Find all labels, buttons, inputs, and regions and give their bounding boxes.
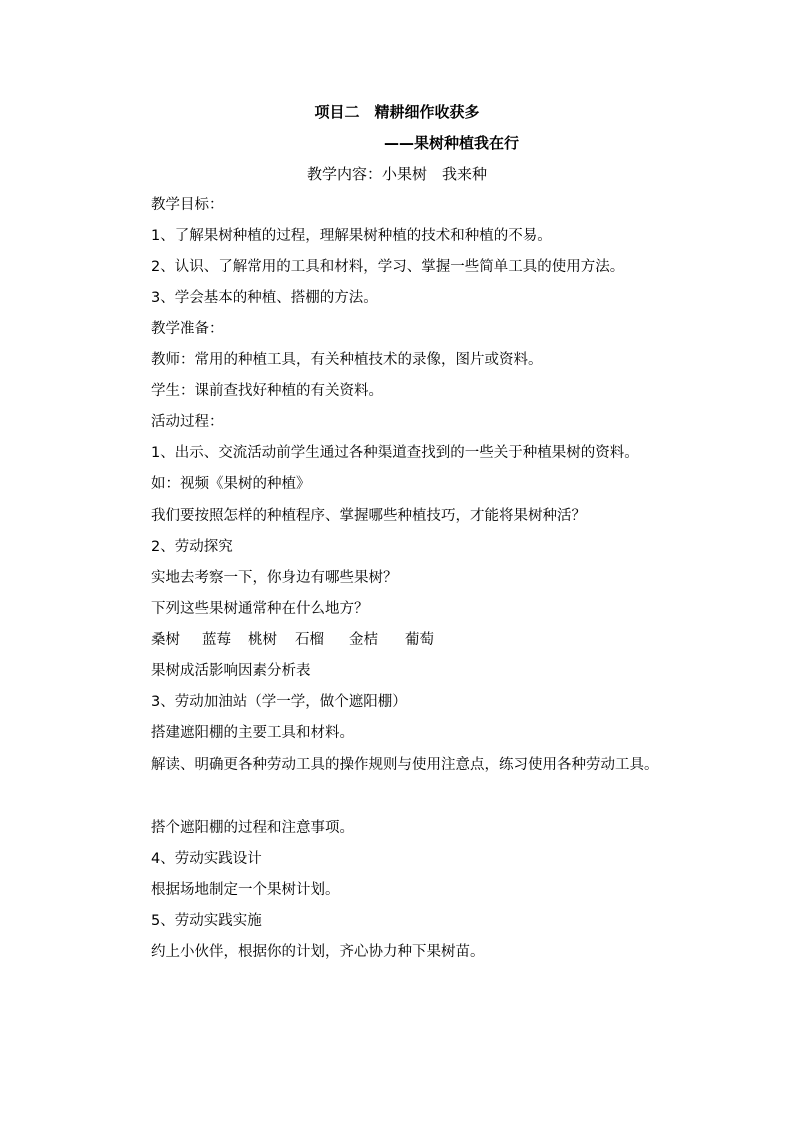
text-line: 下列这些果树通常种在什么地方？	[151, 601, 369, 617]
text-line: 根据场地制定一个果树计划。	[151, 882, 340, 898]
fruit-item: 桑树	[151, 632, 180, 648]
text-line: 3、学会基本的种植、搭棚的方法。	[151, 290, 378, 306]
text-line: 搭建遮阳棚的主要工具和材料。	[151, 725, 354, 741]
fruit-item: 桃树	[248, 632, 277, 648]
text-line: 4、劳动实践设计	[151, 851, 262, 867]
fruit-list	[151, 630, 434, 650]
text-line: 1、出示、交流活动前学生通过各种渠道查找到的一些关于种植果树的资料。	[151, 445, 639, 461]
fruit-item: 蓝莓	[202, 632, 231, 648]
text-paragraph: 解读、明确更各种劳动工具的操作规则与使用注意点，练习使用各种劳动工具。	[151, 757, 659, 773]
text-line: 活动过程：	[151, 414, 224, 430]
doc-subtitle: ——果树种植我在行	[384, 134, 520, 152]
fruit-item: 石榴	[295, 632, 324, 648]
text-line: 教师：常用的种植工具，有关种植技术的录像，图片或资料。	[151, 352, 543, 368]
text-line: 1、了解果树种植的过程，理解果树种植的技术和种植的不易。	[151, 228, 552, 244]
text-line: 实地去考察一下，你身边有哪些果树？	[151, 570, 398, 586]
fruit-item: 金桔	[349, 632, 378, 648]
text-line: 2、劳动探究	[151, 539, 233, 555]
text-line: 教学准备：	[151, 321, 224, 337]
text-line: 果树成活影响因素分析表	[151, 663, 311, 679]
text-line: 搭个遮阳棚的过程和注意事项。	[151, 820, 354, 836]
text-line: 教学目标：	[151, 197, 224, 213]
text-line: 2、认识、了解常用的工具和材料，学习、掌握一些简单工具的使用方法。	[151, 259, 625, 275]
text-line: 3、劳动加油站（学一学，做个遮阳棚）	[151, 694, 407, 710]
text-line: 5、劳动实践实施	[151, 913, 262, 929]
text-line: 如：视频《果树的种植》	[151, 476, 311, 492]
doc-teaching-content: 教学内容：小果树 我来种	[306, 165, 487, 183]
doc-title: 项目二 精耕细作收获多	[314, 103, 480, 121]
text-line: 我们要按照怎样的种植程序、掌握哪些种植技巧，才能将果树种活？	[151, 508, 586, 524]
text-line: 学生：课前查找好种植的有关资料。	[151, 383, 383, 399]
text-line: 约上小伙伴，根据你的计划，齐心协力种下果树苗。	[151, 944, 485, 960]
fruit-item: 葡萄	[405, 632, 434, 648]
